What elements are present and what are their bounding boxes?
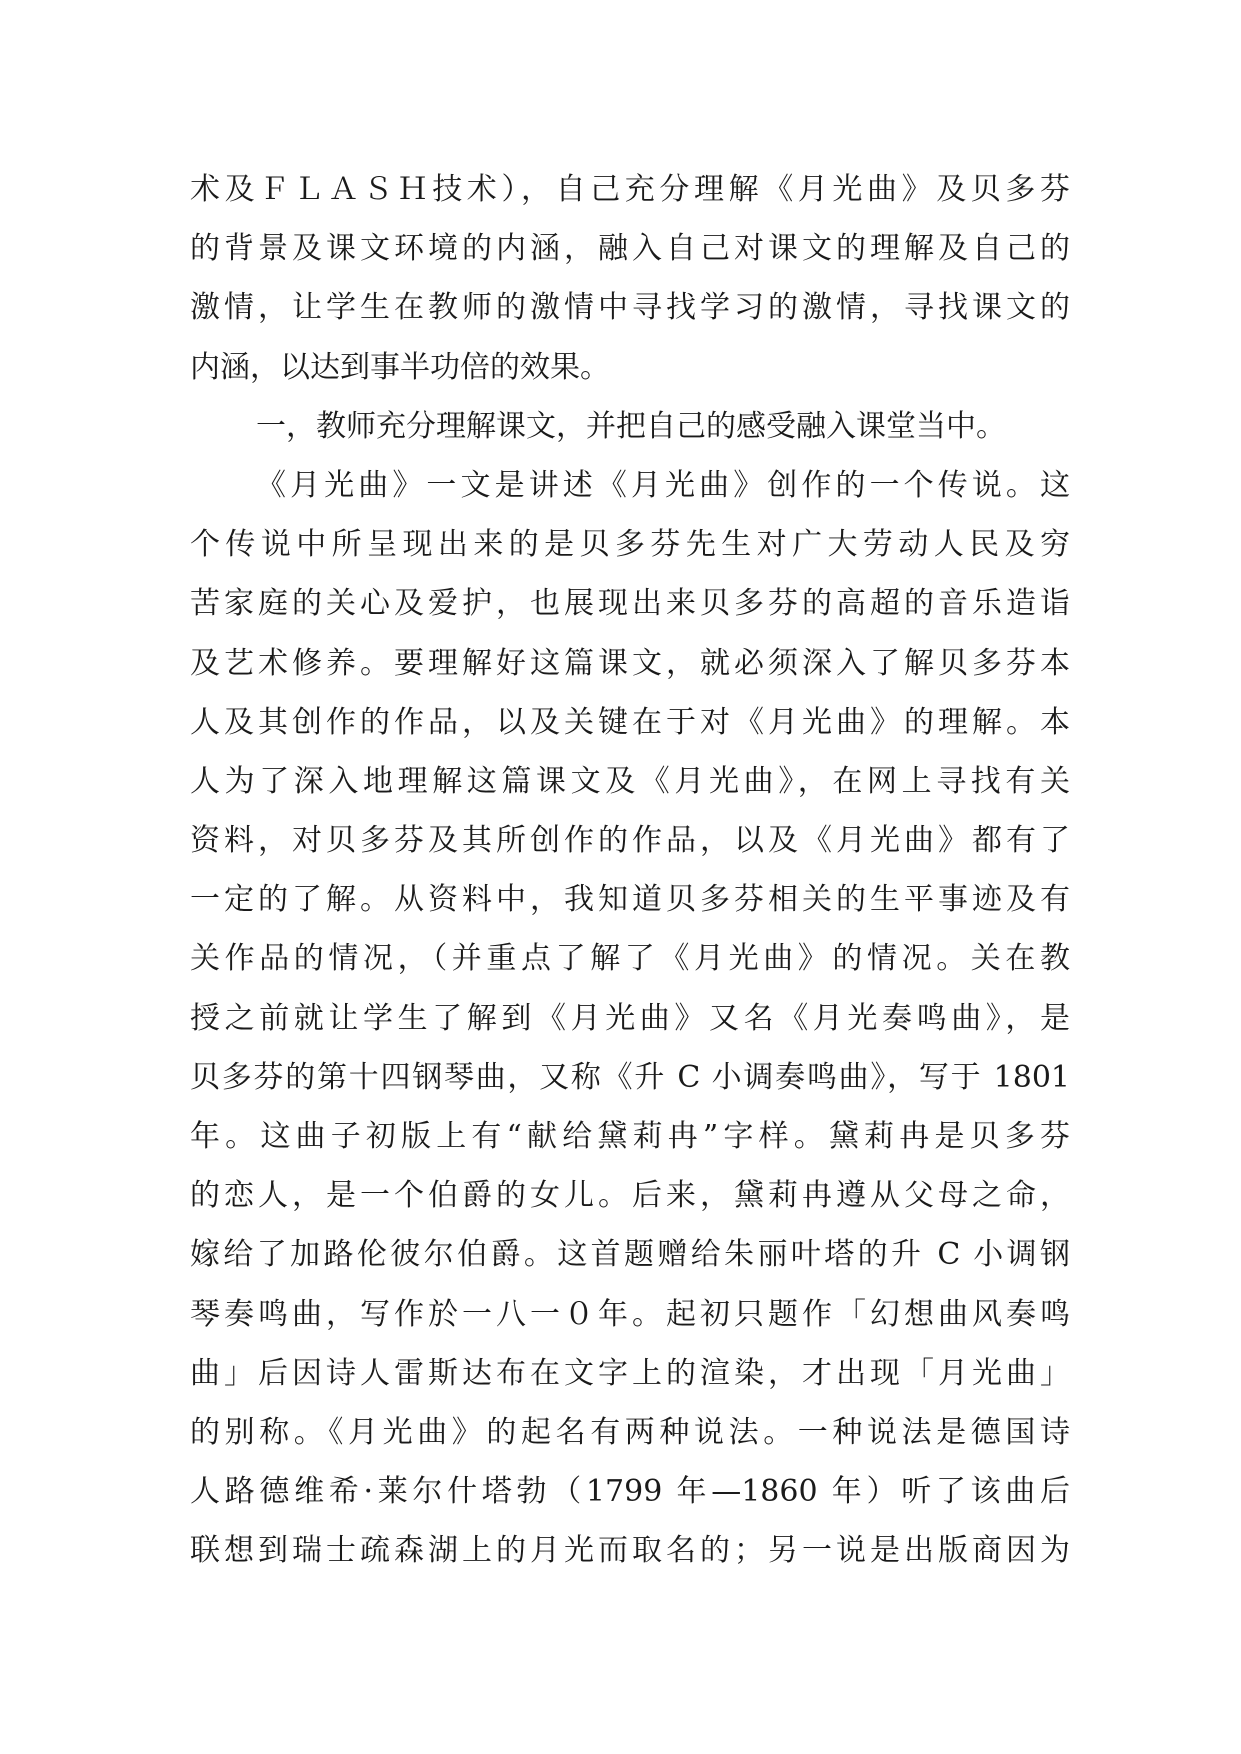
text-line: 的背景及课文环境的内涵，融入自己对课文的理解及自己的 — [190, 231, 1070, 267]
text-line: 术及ＦＬＡＳＨ技术），自己充分理解《月光曲》及贝多芬 — [190, 172, 1070, 207]
text-line: 贝多芬的第十四钢琴曲，又称《升 C 小调奏鸣曲》，写于 1801 — [190, 1059, 1070, 1095]
text-line: 琴奏鸣曲，写作於一八一０年。起初只题作「幻想曲风奏鸣 — [190, 1296, 1070, 1332]
text-line: 及艺术修养。要理解好这篇课文，就必须深入了解贝多芬本 — [190, 645, 1070, 681]
text-line: 的别称。《月光曲》的起名有两种说法。一种说法是德国诗 — [190, 1414, 1070, 1450]
text-line: 内涵，以达到事半功倍的效果。 — [190, 349, 610, 385]
text-line: 激情，让学生在教师的激情中寻找学习的激情，寻找课文的 — [190, 290, 1070, 326]
text-line: 授之前就让学生了解到《月光曲》又名《月光奏鸣曲》，是 — [190, 1000, 1070, 1036]
text-line: 苦家庭的关心及爱护，也展现出来贝多芬的高超的音乐造诣 — [190, 586, 1070, 622]
text-line: 关作品的情况，（并重点了解了《月光曲》的情况。关在教 — [190, 941, 1070, 977]
section-heading: 一，教师充分理解课文，并把自己的感受融入课堂当中。 — [256, 408, 1006, 444]
text-line: 《月光曲》一文是讲述《月光曲》创作的一个传说。这 — [256, 467, 1070, 503]
text-line: 个传说中所呈现出来的是贝多芬先生对广大劳动人民及穷 — [190, 527, 1070, 563]
text-line: 资料，对贝多芬及其所创作的作品，以及《月光曲》都有了 — [190, 823, 1070, 859]
text-line: 联想到瑞士疏森湖上的月光而取名的；另一说是出版商因为 — [190, 1533, 1070, 1569]
text-line: 人及其创作的作品，以及关键在于对《月光曲》的理解。本 — [190, 704, 1070, 740]
text-line: 人路德维希·莱尔什塔勃（1799 年—1860 年）听了该曲后 — [190, 1474, 1070, 1510]
text-line: 人为了深入地理解这篇课文及《月光曲》，在网上寻找有关 — [190, 763, 1070, 799]
text-line: 年。这曲子初版上有“献给黛莉冉”字样。黛莉冉是贝多芬 — [190, 1119, 1070, 1154]
text-line: 嫁给了加路伦彼尔伯爵。这首题赠给朱丽叶塔的升 C 小调钢 — [190, 1237, 1070, 1273]
text-line: 一定的了解。从资料中，我知道贝多芬相关的生平事迹及有 — [190, 882, 1070, 918]
text-line: 曲」后因诗人雷斯达布在文字上的渲染，才出现「月光曲」 — [190, 1355, 1070, 1391]
text-line: 的恋人，是一个伯爵的女儿。后来，黛莉冉遵从父母之命， — [190, 1178, 1070, 1214]
body-text — [190, 160, 1070, 1581]
